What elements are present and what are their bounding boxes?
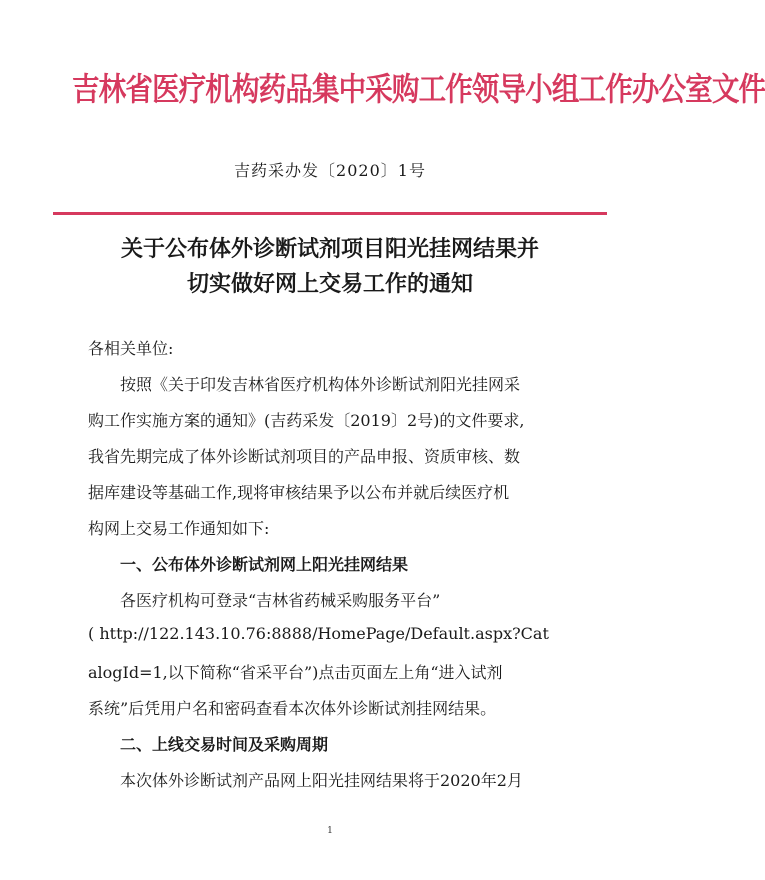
- letterhead: 吉林省医疗机构药品集中采购工作领导小组工作办公室文件: [72, 70, 765, 108]
- notice-title-line-2: 切实做好网上交易工作的通知: [186, 272, 473, 297]
- paragraph-1-line-2: 购工作实施方案的通知》(吉药采发〔2019〕2号)的文件要求,: [88, 411, 525, 430]
- notice-title-line-1: 关于公布体外诊断试剂项目阳光挂网结果并: [120, 237, 539, 262]
- section-1-line-2: ( http://122.143.10.76:8888/HomePage/Default.aspx?Cat: [88, 624, 549, 643]
- paragraph-1-line-3: 我省先期完成了体外诊断试剂项目的产品申报、资质审核、数: [88, 447, 521, 466]
- red-divider: [53, 212, 607, 215]
- section-2-line-1: 本次体外诊断试剂产品网上阳光挂网结果将于2020年2月: [120, 771, 523, 790]
- section-1-line-4: 系统”后凭用户名和密码查看本次体外诊断试剂挂网结果。: [88, 699, 497, 718]
- section-2-heading: 二、上线交易时间及采购周期: [120, 735, 329, 754]
- paragraph-1-line-5: 构网上交易工作通知如下:: [88, 519, 270, 538]
- paragraph-1-line-4: 据库建设等基础工作,现将审核结果予以公布并就后续医疗机: [88, 483, 510, 502]
- page-number: 1: [327, 826, 333, 836]
- section-1-heading: 一、公布体外诊断试剂网上阳光挂网结果: [120, 555, 409, 574]
- salutation: 各相关单位:: [88, 339, 174, 358]
- paragraph-1-line-1: 按照《关于印发吉林省医疗机构体外诊断试剂阳光挂网采: [120, 375, 521, 394]
- section-1-line-1: 各医疗机构可登录“吉林省药械采购服务平台”: [120, 591, 441, 610]
- section-1-line-3: alogId=1,以下简称“省采平台”)点击页面左上角“进入试剂: [88, 663, 503, 682]
- document-number: 吉药采办发〔2020〕1号: [234, 161, 426, 180]
